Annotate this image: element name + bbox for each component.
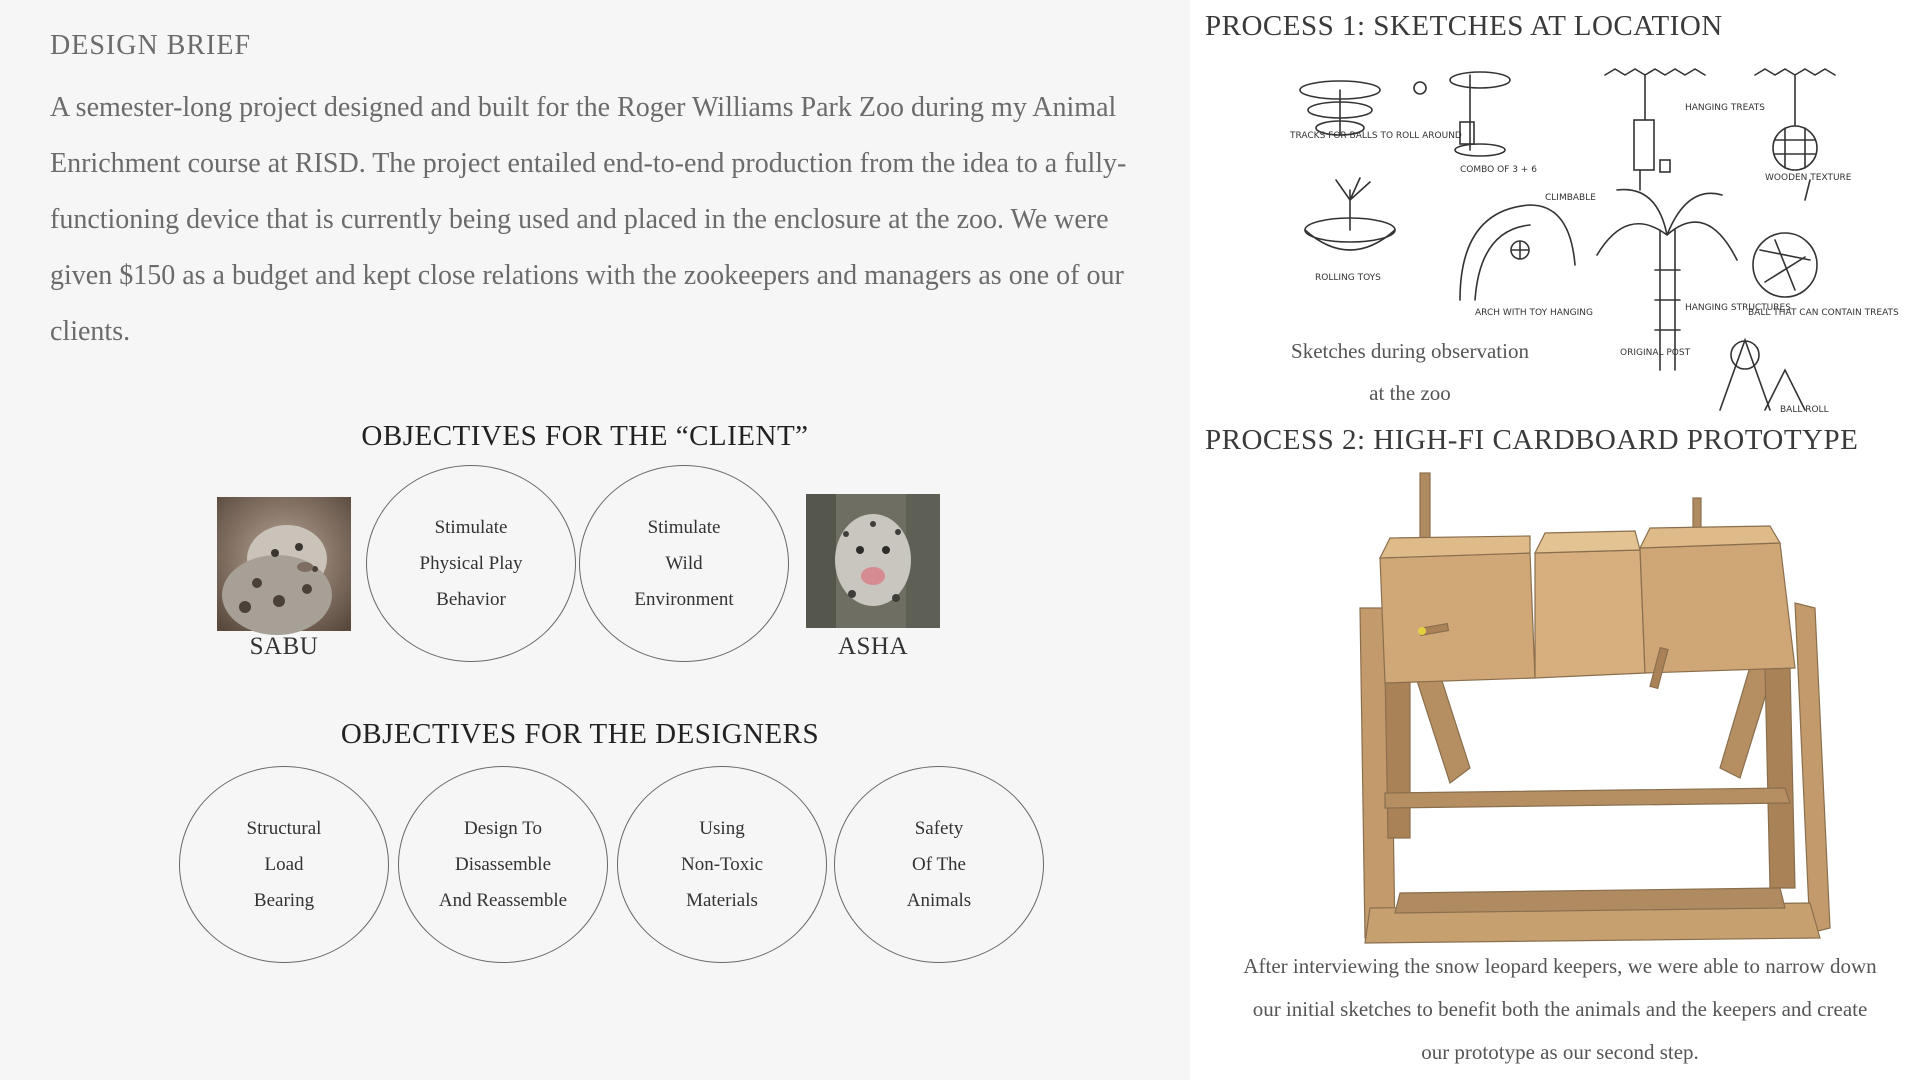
objective-line: Disassemble bbox=[454, 853, 552, 875]
objective-line: And Reassemble bbox=[438, 889, 568, 911]
asha-name: ASHA bbox=[837, 633, 909, 660]
sketch-note: ROLLING TOYS bbox=[1315, 273, 1381, 283]
sabu-photo bbox=[217, 497, 351, 631]
objective-physical-play bbox=[366, 465, 576, 662]
design-brief-text: A semester-long project designed and built for the Roger Williams Park Zoo during my Animal Enrichment course at RISD. The project entailed end-to-end production from the idea to a fully-functioning device that is currently being used and placed in the enclosure at the zoo. We were given $150 as a budget and kept close relations with the zookeepers and managers as one of our clients. bbox=[50, 92, 1127, 347]
sketch-caption-line: Sketches during observation bbox=[1291, 339, 1529, 363]
sketch-note: ARCH WITH TOY HANGING bbox=[1475, 308, 1593, 318]
objective-line: Safety bbox=[914, 817, 964, 839]
sketch-note: COMBO OF 3 + 6 bbox=[1460, 165, 1537, 175]
objective-line: Structural bbox=[246, 817, 322, 839]
objective-line: Physical Play bbox=[419, 552, 523, 574]
cardboard-prototype-photo bbox=[1340, 468, 1840, 948]
sketch-note: BALL ROLL bbox=[1780, 405, 1829, 415]
objective-non-toxic bbox=[617, 766, 827, 963]
process-2-title: PROCESS 2: HIGH-FI CARDBOARD PROTOTYPE bbox=[1205, 424, 1859, 456]
objective-line: Behavior bbox=[436, 588, 506, 610]
design-brief-title: DESIGN BRIEF bbox=[50, 30, 252, 61]
process-1-title: PROCESS 1: SKETCHES AT LOCATION bbox=[1205, 10, 1723, 42]
objective-line: Bearing bbox=[253, 889, 315, 911]
sketch-note: CLIMBABLE bbox=[1545, 193, 1596, 203]
objective-line: Wild bbox=[665, 552, 703, 574]
sketch-note: HANGING STRUCTURES bbox=[1685, 303, 1791, 313]
prototype-caption bbox=[1215, 945, 1905, 1074]
objective-safety bbox=[834, 766, 1044, 963]
objective-disassemble bbox=[398, 766, 608, 963]
client-objectives-title: OBJECTIVES FOR THE “CLIENT” bbox=[361, 420, 809, 452]
sketch-note: ORIGINAL POST bbox=[1620, 348, 1691, 358]
sketch-caption bbox=[1260, 330, 1560, 414]
prototype-caption-line: our prototype as our second step. bbox=[1421, 1040, 1699, 1064]
objective-line: Stimulate bbox=[647, 516, 721, 538]
objective-line: Environment bbox=[634, 588, 734, 610]
objective-line: Non-Toxic bbox=[680, 853, 764, 875]
objective-structural-load bbox=[179, 766, 389, 963]
prototype-caption-line: our initial sketches to benefit both the animals and the keepers and create bbox=[1252, 997, 1868, 1021]
designer-objectives-title: OBJECTIVES FOR THE DESIGNERS bbox=[340, 718, 820, 750]
objective-line: Stimulate bbox=[434, 516, 508, 538]
objective-line: Materials bbox=[686, 889, 758, 911]
sketch-note: WOODEN TEXTURE bbox=[1765, 173, 1852, 183]
prototype-caption-line: After interviewing the snow leopard keepers, we were able to narrow down bbox=[1243, 954, 1877, 978]
objective-line: Of The bbox=[912, 853, 966, 875]
objective-line: Animals bbox=[906, 889, 972, 911]
sketch-note: BALL THAT CAN CONTAIN TREATS bbox=[1748, 308, 1899, 318]
sketch-note: HANGING TREATS bbox=[1685, 103, 1765, 113]
objective-wild-environment bbox=[579, 465, 789, 662]
sabu-name: SABU bbox=[249, 633, 319, 660]
asha-photo bbox=[806, 494, 940, 628]
sketch-note: TRACKS FOR BALLS TO ROLL AROUND bbox=[1290, 131, 1462, 141]
sketch-caption-line: at the zoo bbox=[1369, 381, 1451, 405]
objective-line: Load bbox=[264, 853, 304, 875]
objective-line: Using bbox=[699, 817, 745, 839]
objective-line: Design To bbox=[463, 817, 542, 839]
